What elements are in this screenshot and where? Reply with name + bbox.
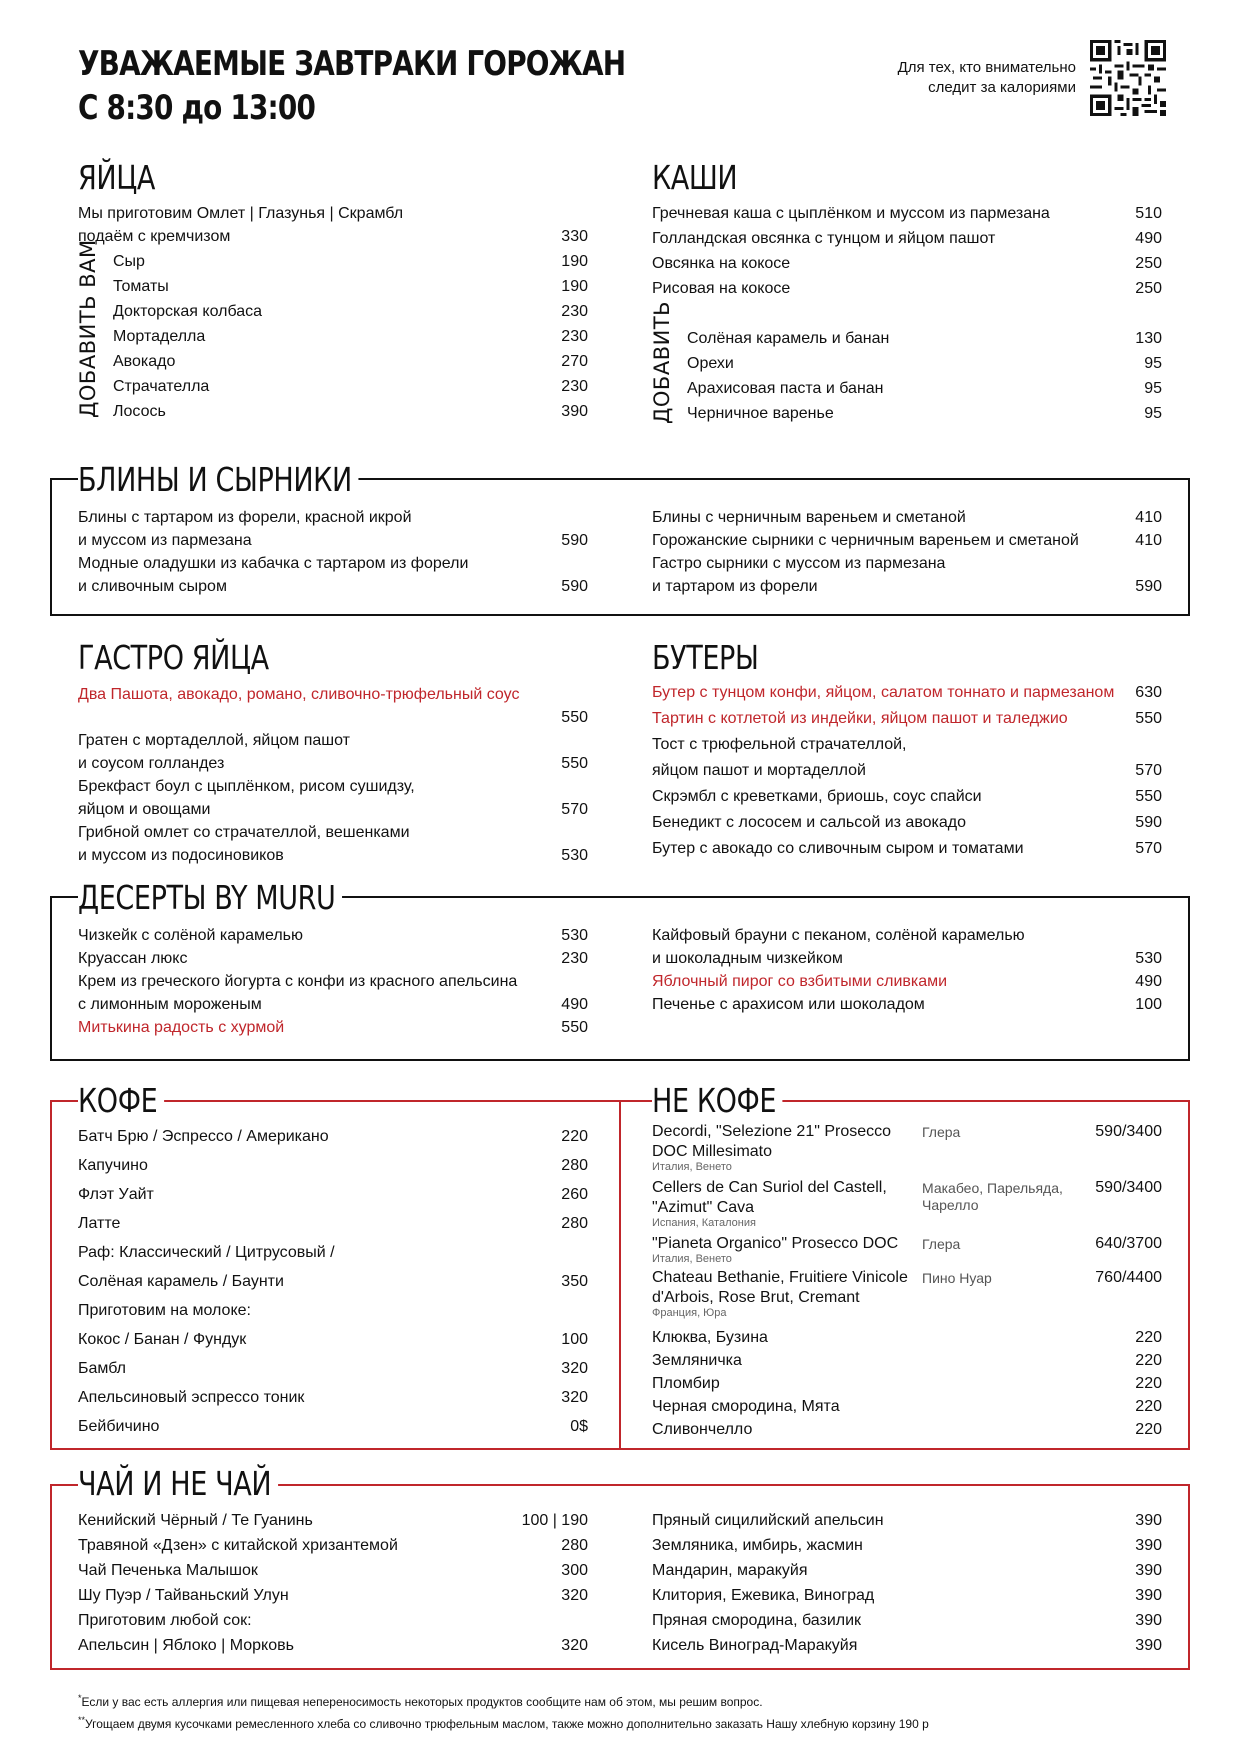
tea-right-price: 390 [1135, 1562, 1162, 1579]
eggs-addon-price: 190 [561, 253, 588, 270]
pancake-right-price: 410 [1135, 509, 1162, 526]
gastro-item-name-line2: яйцом и овощами [78, 801, 211, 818]
dessert-right-name-line2: и шоколадным чизкейком [652, 950, 843, 967]
wine-origin: Франция, Юра [652, 1307, 727, 1319]
eggs-addon-price: 390 [561, 403, 588, 420]
eggs-intro-line2: подаём с кремчизом [78, 228, 231, 245]
sandwich-item-price: 570 [1135, 840, 1162, 857]
porridge-addon-price: 95 [1144, 405, 1162, 422]
sandwich-item-name: Бенедикт с лососем и сальсой из авокадо [652, 814, 967, 831]
wine-name-line2: "Azimut" Cava [652, 1199, 755, 1216]
wine-price: 760/4400 [1095, 1269, 1162, 1286]
tea-right-price: 390 [1135, 1612, 1162, 1629]
porridge-addon-name: Арахисовая паста и банан [687, 380, 884, 397]
wine-grape: Глера [922, 1236, 961, 1252]
eggs-intro-price: 330 [561, 228, 588, 245]
wine-price: 590/3400 [1095, 1179, 1162, 1196]
dessert-right-name: Печенье с арахисом или шоколадом [652, 996, 925, 1013]
gastro-item-name-line1: Два Пашота, авокадо, романо, сливочно-трюфельный соус [78, 686, 520, 703]
dessert-right-price: 530 [1135, 950, 1162, 967]
eggs-addon-price: 230 [561, 328, 588, 345]
wine-grape: Глера [922, 1124, 961, 1140]
tea-right-price: 390 [1135, 1537, 1162, 1554]
drink-item-name: Пломбир [652, 1375, 720, 1392]
gastro-item-name-line2: и муссом из подосиновиков [78, 847, 284, 864]
sandwich-item-name: Скрэмбл с креветками, бриошь, соус спайси [652, 788, 982, 805]
gastro-item-name-line1: Брекфаст боул с цыплёнком, рисом сушидзу, [78, 778, 415, 795]
tea-right-price: 390 [1135, 1587, 1162, 1604]
coffee-item-price: 260 [561, 1186, 588, 1203]
wine-name-line2: d'Arbois, Rose Brut, Cremant [652, 1289, 860, 1306]
drink-item-name: Сливончелло [652, 1421, 753, 1438]
eggs-addon-name: Лосось [113, 403, 166, 420]
section-title-pancakes: БЛИНЫ И СЫРНИКИ [78, 460, 358, 500]
footnote-allergy: *Если у вас есть аллергия или пищевая непереносимость некоторых продуктов сообщите нам об этом, мы решим вопрос. [78, 1693, 763, 1709]
coffee-item-name-line2: Кокос / Банан / Фундук [78, 1331, 247, 1348]
pancake-right-name: Блины с черничным вареньем и сметаной [652, 509, 966, 526]
pancake-left-name-line2: и сливочным сыром [78, 578, 227, 595]
tea-left-price: 320 [561, 1587, 588, 1604]
eggs-addon-name: Страчателла [113, 378, 210, 395]
eggs-addon-name: Мортаделла [113, 328, 206, 345]
tea-left-price: 280 [561, 1537, 588, 1554]
coffee-item-price: 320 [561, 1360, 588, 1377]
gastro-item-price: 550 [561, 709, 588, 726]
tea-left-name: Травяной «Дзен» с китайской хризантемой [78, 1537, 398, 1554]
porridge-item-price: 250 [1135, 255, 1162, 272]
drink-item-price: 220 [1135, 1421, 1162, 1438]
pancake-right-name: Горожанские сырники с черничным вареньем и сметаной [652, 532, 1079, 549]
drink-item-name: Клюква, Бузина [652, 1329, 768, 1346]
pancake-right-price: 410 [1135, 532, 1162, 549]
tea-right-name: Пряный сицилийский апельсин [652, 1512, 884, 1529]
section-title-gastro-eggs: ГАСТРО ЯЙЦА [78, 638, 275, 678]
tea-left-price: 100 | 190 [521, 1512, 588, 1529]
eggs-addon-name: Сыр [113, 253, 145, 270]
porridge-item-name: Гречневая каша с цыплёнком и муссом из пармезана [652, 205, 1050, 222]
tea-right-name: Мандарин, маракуйя [652, 1562, 808, 1579]
pancake-left-name-line1: Модные оладушки из кабачка с тартаром из форели [78, 555, 469, 572]
wine-name-line2: DOC Millesimato [652, 1143, 773, 1160]
eggs-addon-price: 230 [561, 378, 588, 395]
dessert-left-price: 490 [561, 996, 588, 1013]
pancake-right-price: 590 [1135, 578, 1162, 595]
dessert-left-name: Чизкейк с солёной карамелью [78, 927, 304, 944]
coffee-item-name: Бейбичино [78, 1418, 160, 1435]
sandwich-item-name-line2: яйцом пашот и мортаделлой [652, 762, 866, 779]
tea-left-name: Чай Печенька Малышок [78, 1562, 258, 1579]
section-title-porridge: КАШИ [652, 158, 744, 198]
dessert-right-price: 100 [1135, 996, 1162, 1013]
pancake-right-name-line2: и тартаром из форели [652, 578, 818, 595]
sandwich-item-name-line1: Тост с трюфельной страчателлой, [652, 736, 907, 753]
coffee-item-name: Батч Брю / Эспрессо / Американо [78, 1128, 329, 1145]
coffee-item-name-line1: Раф: Классический / Цитрусовый / [78, 1244, 335, 1261]
tea-right-price: 390 [1135, 1512, 1162, 1529]
dessert-right-name: Яблочный пирог со взбитыми сливками [652, 973, 948, 990]
pancake-left-price: 590 [561, 532, 588, 549]
eggs-intro-line1: Мы приготовим Омлет | Глазунья | Скрамбл [78, 205, 404, 222]
sandwich-item-name: Тартин с котлетой из индейки, яйцом пашот и таледжио [652, 710, 1068, 727]
section-title-tea: ЧАЙ И НЕ ЧАЙ [78, 1464, 278, 1504]
sandwich-item-name: Бутер с тунцом конфи, яйцом, салатом тоннато и пармезаном [652, 684, 1115, 701]
tea-right-name: Земляника, имбирь, жасмин [652, 1537, 863, 1554]
coffee-item-name: Апельсиновый эспрессо тоник [78, 1389, 305, 1406]
coffee-item-name: Капучино [78, 1157, 148, 1174]
footnote-bread: **Угощаем двумя кусочками ремесленного хлеба со сливочно трюфельным маслом, также можно дополнительно заказать Нашу хлебную корзину 190 р [78, 1715, 929, 1731]
menu-title: УВАЖАЕМЫЕ ЗАВТРАКИ ГОРОЖАН С 8:30 до 13:00 [78, 44, 626, 128]
dessert-left-price: 230 [561, 950, 588, 967]
eggs-addon-name: Докторская колбаса [113, 303, 263, 320]
porridge-item-price: 250 [1135, 280, 1162, 297]
porridge-addon-name: Солёная карамель и банан [687, 330, 890, 347]
wine-name-line1: Cellers de Can Suriol del Castell, [652, 1179, 887, 1196]
section-title-coffee: КОФЕ [78, 1081, 164, 1121]
eggs-addon-name: Авокадо [113, 353, 176, 370]
gastro-item-name-line1: Гратен с мортаделлой, яйцом пашот [78, 732, 350, 749]
porridge-addon-price: 95 [1144, 380, 1162, 397]
tea-left-name: Кенийский Чёрный / Те Гуанинь [78, 1512, 313, 1529]
wine-origin: Испания, Каталония [652, 1217, 756, 1229]
coffee-item-name-line2: Солёная карамель / Баунти [78, 1273, 284, 1290]
tea-left-price: 300 [561, 1562, 588, 1579]
wine-origin: Италия, Венето [652, 1253, 732, 1265]
porridge-addon-name: Черничное варенье [687, 405, 834, 422]
dessert-left-name-line2: с лимонным мороженым [78, 996, 262, 1013]
eggs-add-label: ДОБАВИТЬ ВАМ [76, 239, 100, 418]
drink-item-name: Земляничка [652, 1352, 742, 1369]
porridge-add-label: ДОБАВИТЬ [650, 300, 674, 424]
dessert-left-price: 550 [561, 1019, 588, 1036]
qr-code-icon[interactable] [1090, 40, 1166, 116]
wine-name-line1: Chateau Bethanie, Fruitiere Vinicole [652, 1269, 908, 1286]
drink-item-price: 220 [1135, 1398, 1162, 1415]
gastro-item-name-line1: Грибной омлет со страчателлой, вешенками [78, 824, 410, 841]
coffee-item-price: 220 [561, 1128, 588, 1145]
wine-name-line1: "Pianeta Organico" Prosecco DOC [652, 1235, 899, 1252]
wine-price: 590/3400 [1095, 1123, 1162, 1140]
tea-right-price: 390 [1135, 1637, 1162, 1654]
eggs-addon-price: 190 [561, 278, 588, 295]
coffee-item-price: 350 [561, 1273, 588, 1290]
sandwich-item-name: Бутер с авокадо со сливочным сыром и томатами [652, 840, 1024, 857]
coffee-item-name: Бамбл [78, 1360, 126, 1377]
coffee-item-price: 0$ [570, 1418, 588, 1435]
tea-left-price: 320 [561, 1637, 588, 1654]
gastro-item-name-line2: и соусом голландез [78, 755, 225, 772]
eggs-addon-name: Томаты [113, 278, 169, 295]
coffee-item-name: Флэт Уайт [78, 1186, 154, 1203]
sandwich-item-price: 550 [1135, 710, 1162, 727]
wine-name-line1: Decordi, "Selezione 21" Prosecco [652, 1123, 892, 1140]
drink-item-price: 220 [1135, 1375, 1162, 1392]
pancake-left-price: 590 [561, 578, 588, 595]
section-title-sandwiches: БУТЕРЫ [652, 638, 765, 678]
porridge-item-name: Голландская овсянка с тунцом и яйцом пашот [652, 230, 996, 247]
calorie-note: Для тех, кто внимательно следит за калориями [897, 59, 1076, 96]
section-title-not-coffee: НЕ КОФЕ [652, 1081, 783, 1121]
wine-price: 640/3700 [1095, 1235, 1162, 1252]
sandwich-item-price: 570 [1135, 762, 1162, 779]
porridge-item-price: 490 [1135, 230, 1162, 247]
wine-grape-line2: Чарелло [922, 1197, 979, 1213]
drink-item-price: 220 [1135, 1329, 1162, 1346]
pancake-left-name-line2: и муссом из пармезана [78, 532, 252, 549]
coffee-item-name: Латте [78, 1215, 121, 1232]
section-title-eggs: ЯЙЦА [78, 158, 161, 198]
wine-grape: Макабео, Парельяда, [922, 1180, 1063, 1196]
eggs-addon-price: 230 [561, 303, 588, 320]
porridge-addon-name: Орехи [687, 355, 734, 372]
dessert-left-name-line1: Крем из греческого йогурта с конфи из красного апельсина [78, 973, 518, 990]
section-title-desserts: ДЕСЕРТЫ BY MURU [78, 878, 342, 918]
eggs-addon-price: 270 [561, 353, 588, 370]
gastro-item-price: 530 [561, 847, 588, 864]
porridge-item-name: Рисовая на кокосе [652, 280, 791, 297]
porridge-addon-price: 130 [1135, 330, 1162, 347]
wine-grape: Пино Нуар [922, 1270, 992, 1286]
tea-left-name-line1: Приготовим любой сок: [78, 1612, 252, 1629]
pancake-right-name-line1: Гастро сырники с муссом из пармезана [652, 555, 946, 572]
porridge-item-price: 510 [1135, 205, 1162, 222]
sandwich-item-price: 630 [1135, 684, 1162, 701]
tea-right-name: Кисель Виноград-Маракуйя [652, 1637, 858, 1654]
gastro-item-price: 550 [561, 755, 588, 772]
dessert-left-name: Митькина радость с хурмой [78, 1019, 285, 1036]
coffee-item-price: 100 [561, 1331, 588, 1348]
coffee-item-price: 320 [561, 1389, 588, 1406]
tea-right-name: Пряная смородина, базилик [652, 1612, 862, 1629]
dessert-right-name-line1: Кайфовый брауни с пеканом, солёной карамелью [652, 927, 1025, 944]
gastro-item-price: 570 [561, 801, 588, 818]
sandwich-item-price: 550 [1135, 788, 1162, 805]
drink-item-name: Черная смородина, Мята [652, 1398, 840, 1415]
tea-right-name: Клитория, Ежевика, Виноград [652, 1587, 875, 1604]
porridge-item-name: Овсянка на кокосе [652, 255, 791, 272]
sandwich-item-price: 590 [1135, 814, 1162, 831]
pancake-left-name-line1: Блины с тартаром из форели, красной икрой [78, 509, 412, 526]
drink-item-price: 220 [1135, 1352, 1162, 1369]
coffee-item-name-line1: Приготовим на молоке: [78, 1302, 251, 1319]
wine-origin: Италия, Венето [652, 1161, 732, 1173]
dessert-left-name: Круассан люкс [78, 950, 188, 967]
porridge-addon-price: 95 [1144, 355, 1162, 372]
coffee-item-price: 280 [561, 1215, 588, 1232]
dessert-left-price: 530 [561, 927, 588, 944]
tea-left-name-line2: Апельсин | Яблоко | Морковь [78, 1637, 294, 1654]
dessert-right-price: 490 [1135, 973, 1162, 990]
tea-left-name: Шу Пуэр / Тайваньский Улун [78, 1587, 289, 1604]
coffee-item-price: 280 [561, 1157, 588, 1174]
